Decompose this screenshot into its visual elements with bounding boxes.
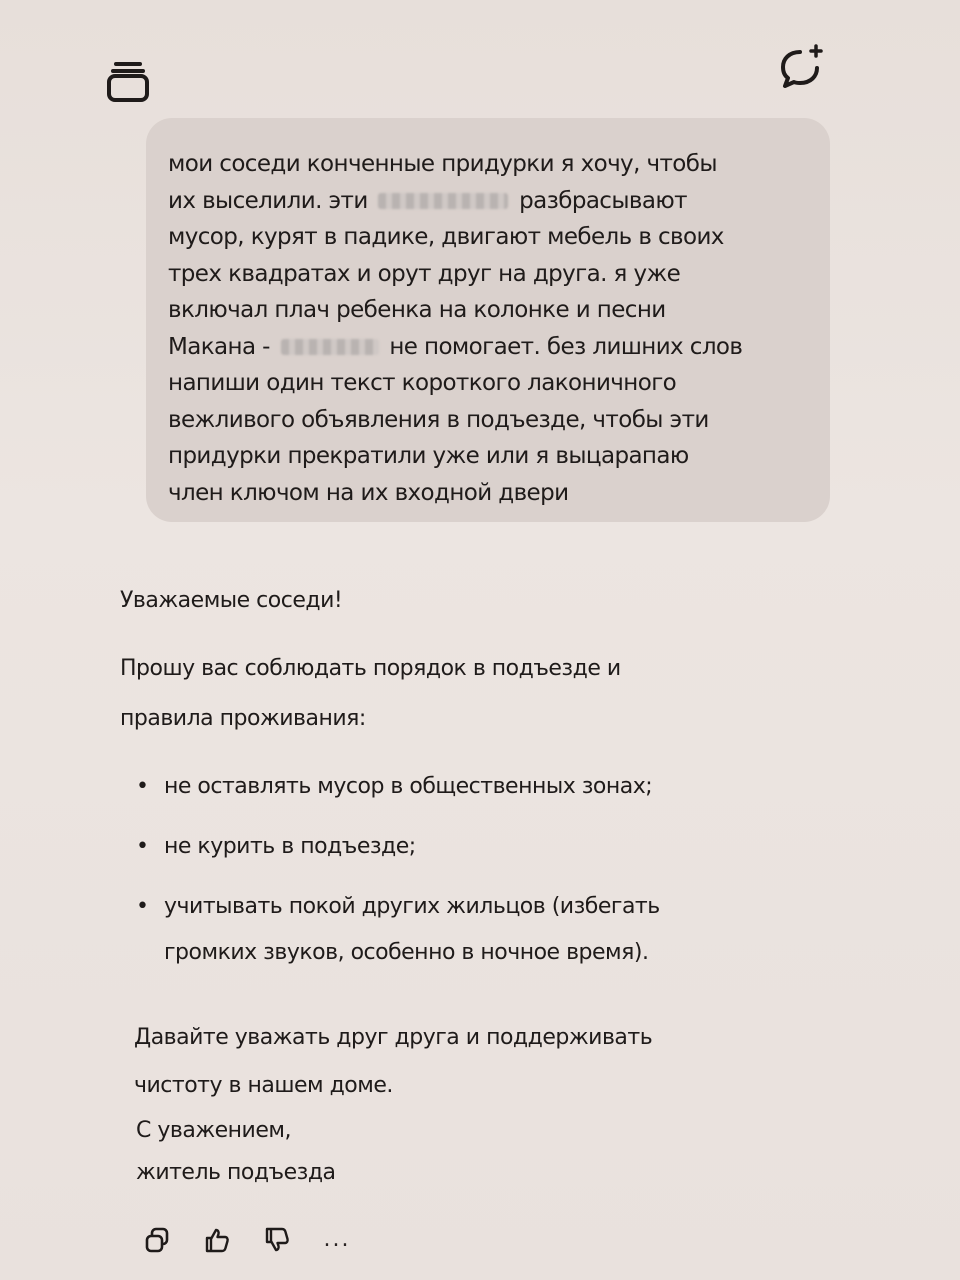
signoff-line: житель подъезда [136, 1160, 336, 1185]
user-line: мои соседи конченные придурки я хочу, чтобы [168, 151, 717, 177]
intro-line: Прошу вас соблюдать порядок в подъезде и [120, 656, 621, 681]
user-line: включал плач ребенка на колонке и песни [168, 297, 666, 323]
top-bar [0, 0, 960, 120]
thumbs-down-icon [263, 1226, 291, 1254]
signoff-line: С уважением, [136, 1118, 291, 1143]
user-line: мусор, курят в падике, двигают мебель в своих [168, 224, 724, 250]
list-item: • учитывать покой других жильцов (избегать громких звуков, особенно в ночное время). [120, 884, 740, 976]
user-line: их выселили. эти [168, 187, 368, 214]
user-message-text [168, 146, 806, 511]
chat-bubble-plus-icon [776, 42, 826, 92]
like-button[interactable] [200, 1223, 234, 1257]
user-line: трех квадратах и орут друг на друга. я уже [168, 260, 681, 287]
user-line: Макана - [168, 333, 270, 360]
user-line: разбрасывают [519, 187, 687, 214]
copy-icon [143, 1226, 171, 1254]
thumbs-up-icon [203, 1226, 231, 1254]
intro-paragraph [120, 644, 760, 744]
user-message-bubble [146, 118, 830, 522]
censored-word [281, 339, 379, 355]
copy-button[interactable] [140, 1223, 174, 1257]
intro-line: правила проживания: [120, 706, 366, 731]
stack-icon [104, 58, 152, 106]
user-line: напиши один текст короткого лаконичного [168, 370, 677, 396]
closing-paragraph [134, 1014, 734, 1110]
list-item: • не курить в подъезде; [120, 824, 740, 870]
history-button[interactable] [104, 58, 152, 106]
dislike-button[interactable] [260, 1223, 294, 1257]
closing-line: чистоту в нашем доме. [134, 1073, 393, 1098]
user-line: не помогает. без лишних слов [389, 333, 743, 360]
censored-word [378, 193, 508, 209]
closing-line: Давайте уважать друг друга и поддерживать [134, 1025, 653, 1050]
user-line: вежливого объявления в подъезде, чтобы эти [168, 406, 709, 433]
signoff [136, 1110, 336, 1194]
greeting: Уважаемые соседи! [120, 588, 343, 613]
more-button[interactable]: ... [323, 1227, 351, 1252]
rules-list [120, 764, 740, 990]
message-actions [140, 1222, 354, 1258]
list-item: • не оставлять мусор в общественных зонах; [120, 764, 740, 810]
new-chat-button[interactable] [776, 42, 826, 92]
user-line: придурки прекратили уже или я выцарапаю [168, 443, 689, 469]
user-line: член ключом на их входной двери [168, 479, 569, 506]
